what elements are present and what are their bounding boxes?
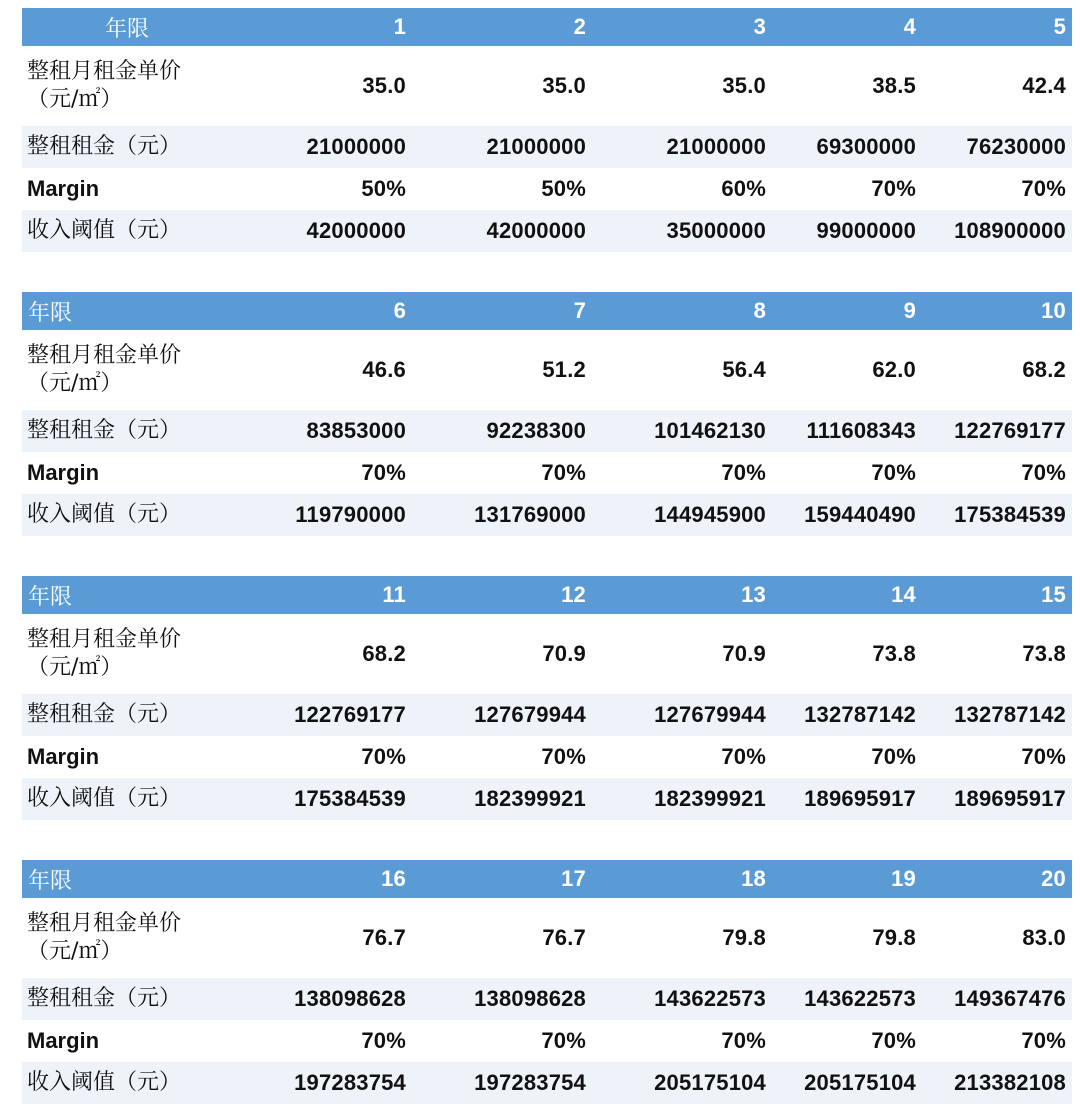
rent-cell: 111608343 bbox=[772, 409, 922, 453]
margin-cell: 50% bbox=[412, 169, 592, 209]
unit-price-row bbox=[22, 47, 1072, 125]
table-block-3 bbox=[22, 576, 1066, 822]
rent-cell: 149367476 bbox=[922, 977, 1072, 1021]
margin-row bbox=[22, 1021, 1072, 1061]
unit-price-label-line2: （元/㎡） bbox=[27, 655, 123, 680]
margin-label: Margin bbox=[22, 169, 232, 209]
year-cell: 1 bbox=[232, 8, 412, 47]
margin-cell: 70% bbox=[232, 737, 412, 777]
year-cell: 15 bbox=[922, 576, 1072, 615]
margin-label: Margin bbox=[22, 737, 232, 777]
threshold-label: 收入阈值（元） bbox=[22, 1061, 232, 1105]
rent-table bbox=[22, 8, 1072, 254]
rent-cell: 122769177 bbox=[922, 409, 1072, 453]
threshold-cell: 119790000 bbox=[232, 493, 412, 537]
year-cell: 16 bbox=[232, 860, 412, 899]
rent-cell: 76230000 bbox=[922, 125, 1072, 169]
margin-cell: 70% bbox=[922, 737, 1072, 777]
rent-cell: 132787142 bbox=[772, 693, 922, 737]
margin-row bbox=[22, 453, 1072, 493]
rent-row bbox=[22, 125, 1072, 169]
year-cell: 3 bbox=[592, 8, 772, 47]
year-cell: 6 bbox=[232, 292, 412, 331]
year-cell: 14 bbox=[772, 576, 922, 615]
unit-price-row bbox=[22, 615, 1072, 693]
threshold-cell: 213382108 bbox=[922, 1061, 1072, 1105]
table-block-2 bbox=[22, 292, 1066, 538]
threshold-cell: 108900000 bbox=[922, 209, 1072, 253]
year-header-row bbox=[22, 8, 1072, 47]
threshold-cell: 131769000 bbox=[412, 493, 592, 537]
threshold-cell: 189695917 bbox=[922, 777, 1072, 821]
threshold-cell: 42000000 bbox=[412, 209, 592, 253]
rent-cell: 143622573 bbox=[592, 977, 772, 1021]
rent-cell: 21000000 bbox=[412, 125, 592, 169]
unit-price-cell: 35.0 bbox=[232, 47, 412, 125]
threshold-cell: 144945900 bbox=[592, 493, 772, 537]
year-cell: 7 bbox=[412, 292, 592, 331]
rent-cell: 127679944 bbox=[412, 693, 592, 737]
year-header-row bbox=[22, 860, 1072, 899]
year-cell: 10 bbox=[922, 292, 1072, 331]
rent-label: 整租租金（元） bbox=[22, 693, 232, 737]
rent-cell: 83853000 bbox=[232, 409, 412, 453]
unit-price-cell: 79.8 bbox=[592, 899, 772, 977]
margin-cell: 70% bbox=[412, 453, 592, 493]
rent-label: 整租租金（元） bbox=[22, 977, 232, 1021]
rent-tables bbox=[22, 8, 1066, 1106]
threshold-row bbox=[22, 1061, 1072, 1105]
margin-cell: 70% bbox=[232, 1021, 412, 1061]
threshold-cell: 175384539 bbox=[922, 493, 1072, 537]
threshold-label: 收入阈值（元） bbox=[22, 777, 232, 821]
year-label: 年限 bbox=[22, 860, 232, 899]
threshold-cell: 99000000 bbox=[772, 209, 922, 253]
unit-price-cell: 68.2 bbox=[922, 331, 1072, 409]
margin-cell: 70% bbox=[232, 453, 412, 493]
unit-price-cell: 35.0 bbox=[592, 47, 772, 125]
threshold-cell: 189695917 bbox=[772, 777, 922, 821]
unit-price-row bbox=[22, 331, 1072, 409]
margin-cell: 70% bbox=[592, 1021, 772, 1061]
table-block-4 bbox=[22, 860, 1066, 1106]
year-header-row bbox=[22, 292, 1072, 331]
threshold-cell: 175384539 bbox=[232, 777, 412, 821]
margin-cell: 70% bbox=[772, 1021, 922, 1061]
margin-row bbox=[22, 169, 1072, 209]
threshold-cell: 42000000 bbox=[232, 209, 412, 253]
unit-price-cell: 56.4 bbox=[592, 331, 772, 409]
unit-price-cell: 76.7 bbox=[232, 899, 412, 977]
unit-price-cell: 70.9 bbox=[592, 615, 772, 693]
rent-cell: 122769177 bbox=[232, 693, 412, 737]
rent-row bbox=[22, 977, 1072, 1021]
unit-price-label bbox=[22, 899, 232, 977]
unit-price-label-line1: 整租月租金单价 bbox=[27, 627, 182, 652]
unit-price-label-line1: 整租月租金单价 bbox=[27, 59, 182, 84]
threshold-cell: 205175104 bbox=[772, 1061, 922, 1105]
margin-label: Margin bbox=[22, 453, 232, 493]
unit-price-label bbox=[22, 331, 232, 409]
unit-price-label-line2: （元/㎡） bbox=[27, 87, 123, 112]
rent-cell: 132787142 bbox=[922, 693, 1072, 737]
margin-cell: 70% bbox=[772, 453, 922, 493]
unit-price-cell: 79.8 bbox=[772, 899, 922, 977]
rent-row bbox=[22, 409, 1072, 453]
rent-label: 整租租金（元） bbox=[22, 125, 232, 169]
rent-cell: 21000000 bbox=[592, 125, 772, 169]
unit-price-cell: 35.0 bbox=[412, 47, 592, 125]
unit-price-label-line2: （元/㎡） bbox=[27, 939, 123, 964]
table-block-1 bbox=[22, 8, 1066, 254]
unit-price-label-line1: 整租月租金单价 bbox=[27, 911, 182, 936]
unit-price-cell: 46.6 bbox=[232, 331, 412, 409]
year-cell: 19 bbox=[772, 860, 922, 899]
margin-cell: 70% bbox=[922, 453, 1072, 493]
unit-price-cell: 51.2 bbox=[412, 331, 592, 409]
year-cell: 9 bbox=[772, 292, 922, 331]
year-cell: 11 bbox=[232, 576, 412, 615]
unit-price-cell: 73.8 bbox=[922, 615, 1072, 693]
year-cell: 20 bbox=[922, 860, 1072, 899]
year-label: 年限 bbox=[22, 576, 232, 615]
unit-price-cell: 42.4 bbox=[922, 47, 1072, 125]
rent-cell: 101462130 bbox=[592, 409, 772, 453]
rent-table bbox=[22, 292, 1072, 538]
threshold-cell: 182399921 bbox=[412, 777, 592, 821]
margin-cell: 70% bbox=[922, 1021, 1072, 1061]
rent-table bbox=[22, 860, 1072, 1106]
margin-cell: 70% bbox=[412, 737, 592, 777]
margin-cell: 50% bbox=[232, 169, 412, 209]
unit-price-label-line1: 整租月租金单价 bbox=[27, 343, 182, 368]
margin-cell: 70% bbox=[592, 737, 772, 777]
rent-cell: 69300000 bbox=[772, 125, 922, 169]
unit-price-label bbox=[22, 47, 232, 125]
year-label: 年限 bbox=[22, 292, 232, 331]
margin-cell: 70% bbox=[592, 453, 772, 493]
year-cell: 2 bbox=[412, 8, 592, 47]
threshold-cell: 182399921 bbox=[592, 777, 772, 821]
unit-price-row bbox=[22, 899, 1072, 977]
unit-price-cell: 76.7 bbox=[412, 899, 592, 977]
rent-label: 整租租金（元） bbox=[22, 409, 232, 453]
year-cell: 18 bbox=[592, 860, 772, 899]
rent-cell: 138098628 bbox=[232, 977, 412, 1021]
threshold-label: 收入阈值（元） bbox=[22, 209, 232, 253]
rent-cell: 127679944 bbox=[592, 693, 772, 737]
rent-cell: 21000000 bbox=[232, 125, 412, 169]
rent-cell: 138098628 bbox=[412, 977, 592, 1021]
margin-cell: 70% bbox=[922, 169, 1072, 209]
margin-cell: 70% bbox=[412, 1021, 592, 1061]
year-cell: 12 bbox=[412, 576, 592, 615]
threshold-row bbox=[22, 209, 1072, 253]
rent-table bbox=[22, 576, 1072, 822]
margin-cell: 70% bbox=[772, 169, 922, 209]
unit-price-cell: 70.9 bbox=[412, 615, 592, 693]
rent-row bbox=[22, 693, 1072, 737]
margin-cell: 60% bbox=[592, 169, 772, 209]
unit-price-label bbox=[22, 615, 232, 693]
rent-cell: 92238300 bbox=[412, 409, 592, 453]
threshold-cell: 35000000 bbox=[592, 209, 772, 253]
year-cell: 17 bbox=[412, 860, 592, 899]
threshold-label: 收入阈值（元） bbox=[22, 493, 232, 537]
margin-cell: 70% bbox=[772, 737, 922, 777]
year-cell: 13 bbox=[592, 576, 772, 615]
unit-price-cell: 73.8 bbox=[772, 615, 922, 693]
threshold-cell: 197283754 bbox=[232, 1061, 412, 1105]
unit-price-cell: 38.5 bbox=[772, 47, 922, 125]
margin-label: Margin bbox=[22, 1021, 232, 1061]
threshold-row bbox=[22, 493, 1072, 537]
threshold-cell: 197283754 bbox=[412, 1061, 592, 1105]
year-cell: 4 bbox=[772, 8, 922, 47]
year-label: 年限 bbox=[22, 8, 232, 47]
year-cell: 8 bbox=[592, 292, 772, 331]
rent-cell: 143622573 bbox=[772, 977, 922, 1021]
threshold-row bbox=[22, 777, 1072, 821]
threshold-cell: 205175104 bbox=[592, 1061, 772, 1105]
year-header-row bbox=[22, 576, 1072, 615]
unit-price-cell: 68.2 bbox=[232, 615, 412, 693]
margin-row bbox=[22, 737, 1072, 777]
unit-price-cell: 62.0 bbox=[772, 331, 922, 409]
year-cell: 5 bbox=[922, 8, 1072, 47]
unit-price-cell: 83.0 bbox=[922, 899, 1072, 977]
threshold-cell: 159440490 bbox=[772, 493, 922, 537]
unit-price-label-line2: （元/㎡） bbox=[27, 371, 123, 396]
